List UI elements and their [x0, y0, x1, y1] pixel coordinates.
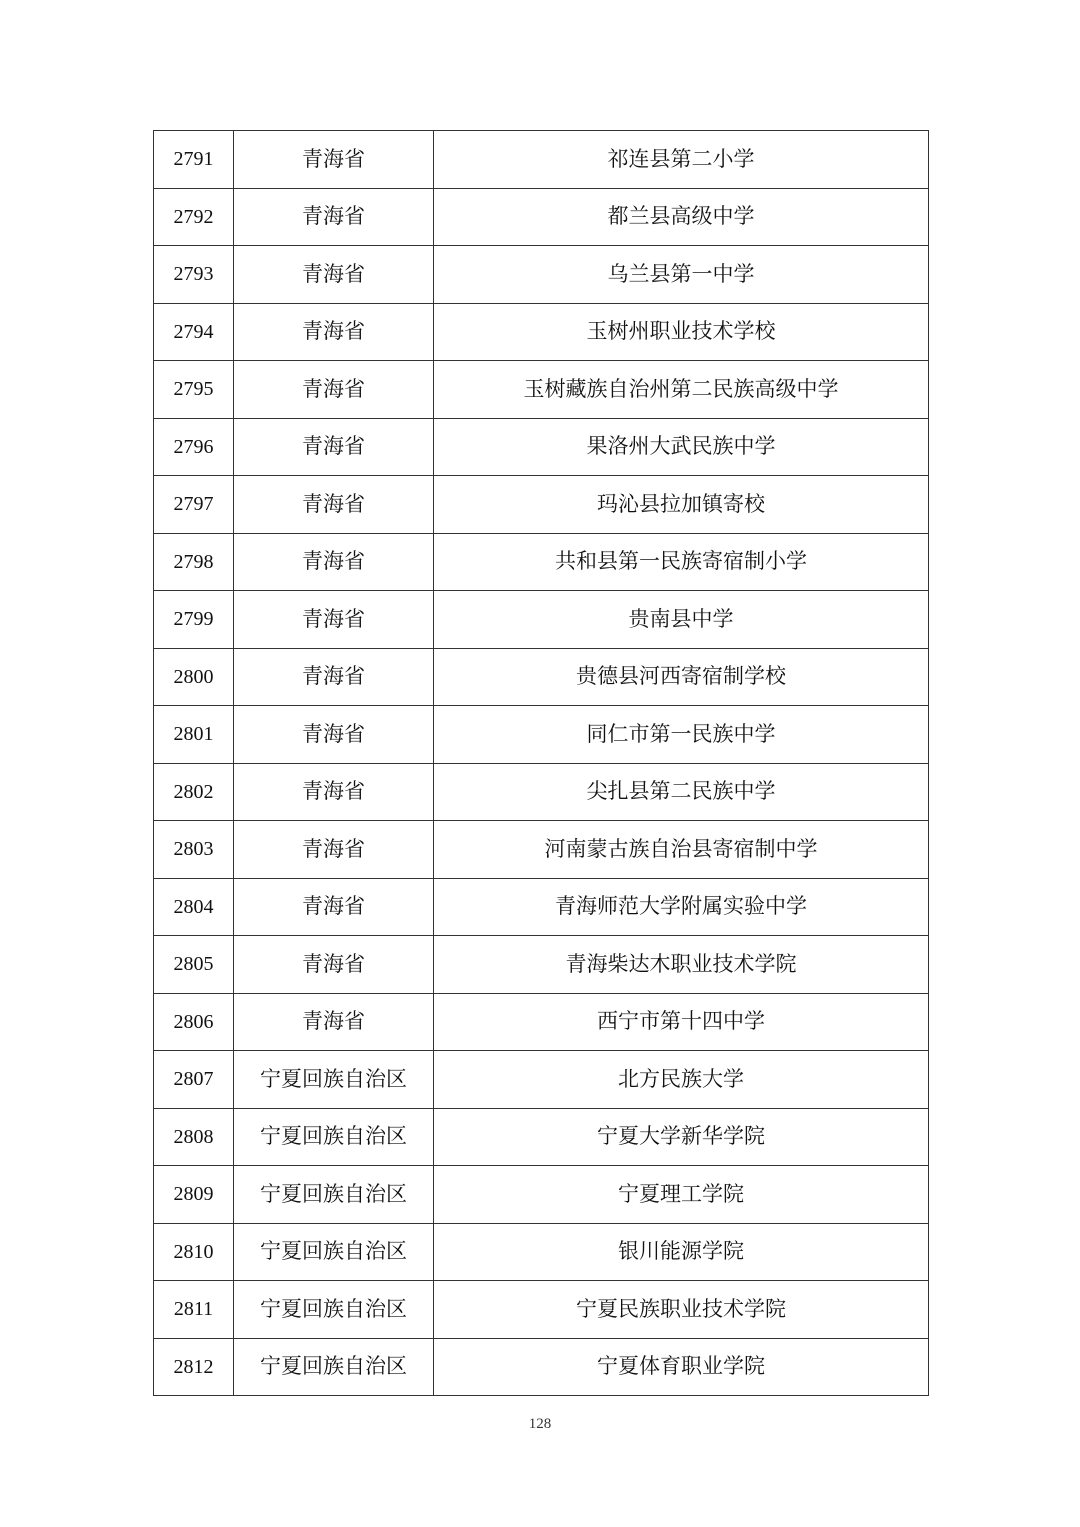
- region-cell: 宁夏回族自治区: [234, 1108, 434, 1166]
- school-name-cell: 银川能源学院: [434, 1223, 929, 1281]
- row-number-cell: 2791: [154, 131, 234, 189]
- school-name-cell: 宁夏民族职业技术学院: [434, 1281, 929, 1339]
- school-name-cell: 乌兰县第一中学: [434, 246, 929, 304]
- school-name-cell: 同仁市第一民族中学: [434, 706, 929, 764]
- school-name-cell: 果洛州大武民族中学: [434, 418, 929, 476]
- region-cell: 青海省: [234, 591, 434, 649]
- school-name-cell: 贵南县中学: [434, 591, 929, 649]
- school-name-cell: 青海师范大学附属实验中学: [434, 878, 929, 936]
- table-row: [154, 706, 929, 764]
- region-cell: 青海省: [234, 131, 434, 189]
- table-row: [154, 476, 929, 534]
- row-number-cell: 2804: [154, 878, 234, 936]
- table-row: [154, 821, 929, 879]
- region-cell: 青海省: [234, 418, 434, 476]
- row-number-cell: 2807: [154, 1051, 234, 1109]
- school-name-cell: 青海柴达木职业技术学院: [434, 936, 929, 994]
- row-number-cell: 2796: [154, 418, 234, 476]
- region-cell: 青海省: [234, 878, 434, 936]
- region-cell: 青海省: [234, 246, 434, 304]
- row-number-cell: 2811: [154, 1281, 234, 1339]
- row-number-cell: 2794: [154, 303, 234, 361]
- table-row: [154, 188, 929, 246]
- row-number-cell: 2795: [154, 361, 234, 419]
- row-number-cell: 2793: [154, 246, 234, 304]
- row-number-cell: 2797: [154, 476, 234, 534]
- table-row: [154, 361, 929, 419]
- table-row: [154, 763, 929, 821]
- school-name-cell: 玛沁县拉加镇寄校: [434, 476, 929, 534]
- school-name-cell: 共和县第一民族寄宿制小学: [434, 533, 929, 591]
- table-row: [154, 303, 929, 361]
- table-row: [154, 936, 929, 994]
- page-number: 128: [528, 1416, 552, 1432]
- table-row: [154, 1281, 929, 1339]
- row-number-cell: 2801: [154, 706, 234, 764]
- row-number-cell: 2809: [154, 1166, 234, 1224]
- region-cell: 青海省: [234, 648, 434, 706]
- region-cell: 青海省: [234, 303, 434, 361]
- school-name-cell: 玉树州职业技术学校: [434, 303, 929, 361]
- table-row: [154, 878, 929, 936]
- school-name-cell: 河南蒙古族自治县寄宿制中学: [434, 821, 929, 879]
- table-row: [154, 1223, 929, 1281]
- school-name-cell: 尖扎县第二民族中学: [434, 763, 929, 821]
- region-cell: 宁夏回族自治区: [234, 1281, 434, 1339]
- row-number-cell: 2799: [154, 591, 234, 649]
- school-name-cell: 玉树藏族自治州第二民族高级中学: [434, 361, 929, 419]
- table-row: [154, 131, 929, 189]
- row-number-cell: 2802: [154, 763, 234, 821]
- row-number-cell: 2805: [154, 936, 234, 994]
- region-cell: 宁夏回族自治区: [234, 1223, 434, 1281]
- table-row: [154, 1108, 929, 1166]
- table-row: [154, 993, 929, 1051]
- table-row: [154, 418, 929, 476]
- region-cell: 青海省: [234, 361, 434, 419]
- table-row: [154, 1166, 929, 1224]
- school-name-cell: 宁夏理工学院: [434, 1166, 929, 1224]
- region-cell: 青海省: [234, 706, 434, 764]
- region-cell: 青海省: [234, 188, 434, 246]
- table-body: [154, 131, 929, 1396]
- school-name-cell: 西宁市第十四中学: [434, 993, 929, 1051]
- row-number-cell: 2806: [154, 993, 234, 1051]
- region-cell: 青海省: [234, 763, 434, 821]
- school-name-cell: 北方民族大学: [434, 1051, 929, 1109]
- region-cell: 宁夏回族自治区: [234, 1051, 434, 1109]
- table-row: [154, 1338, 929, 1396]
- region-cell: 宁夏回族自治区: [234, 1338, 434, 1396]
- region-cell: 青海省: [234, 936, 434, 994]
- table-row: [154, 591, 929, 649]
- region-cell: 青海省: [234, 993, 434, 1051]
- row-number-cell: 2798: [154, 533, 234, 591]
- school-name-cell: 宁夏大学新华学院: [434, 1108, 929, 1166]
- school-name-cell: 都兰县高级中学: [434, 188, 929, 246]
- table-row: [154, 246, 929, 304]
- region-cell: 青海省: [234, 533, 434, 591]
- school-list-table: [153, 130, 929, 1396]
- row-number-cell: 2812: [154, 1338, 234, 1396]
- row-number-cell: 2810: [154, 1223, 234, 1281]
- school-name-cell: 贵德县河西寄宿制学校: [434, 648, 929, 706]
- region-cell: 青海省: [234, 476, 434, 534]
- row-number-cell: 2803: [154, 821, 234, 879]
- region-cell: 青海省: [234, 821, 434, 879]
- table-row: [154, 1051, 929, 1109]
- region-cell: 宁夏回族自治区: [234, 1166, 434, 1224]
- school-name-cell: 祁连县第二小学: [434, 131, 929, 189]
- row-number-cell: 2792: [154, 188, 234, 246]
- row-number-cell: 2800: [154, 648, 234, 706]
- school-name-cell: 宁夏体育职业学院: [434, 1338, 929, 1396]
- row-number-cell: 2808: [154, 1108, 234, 1166]
- table-row: [154, 648, 929, 706]
- table-row: [154, 533, 929, 591]
